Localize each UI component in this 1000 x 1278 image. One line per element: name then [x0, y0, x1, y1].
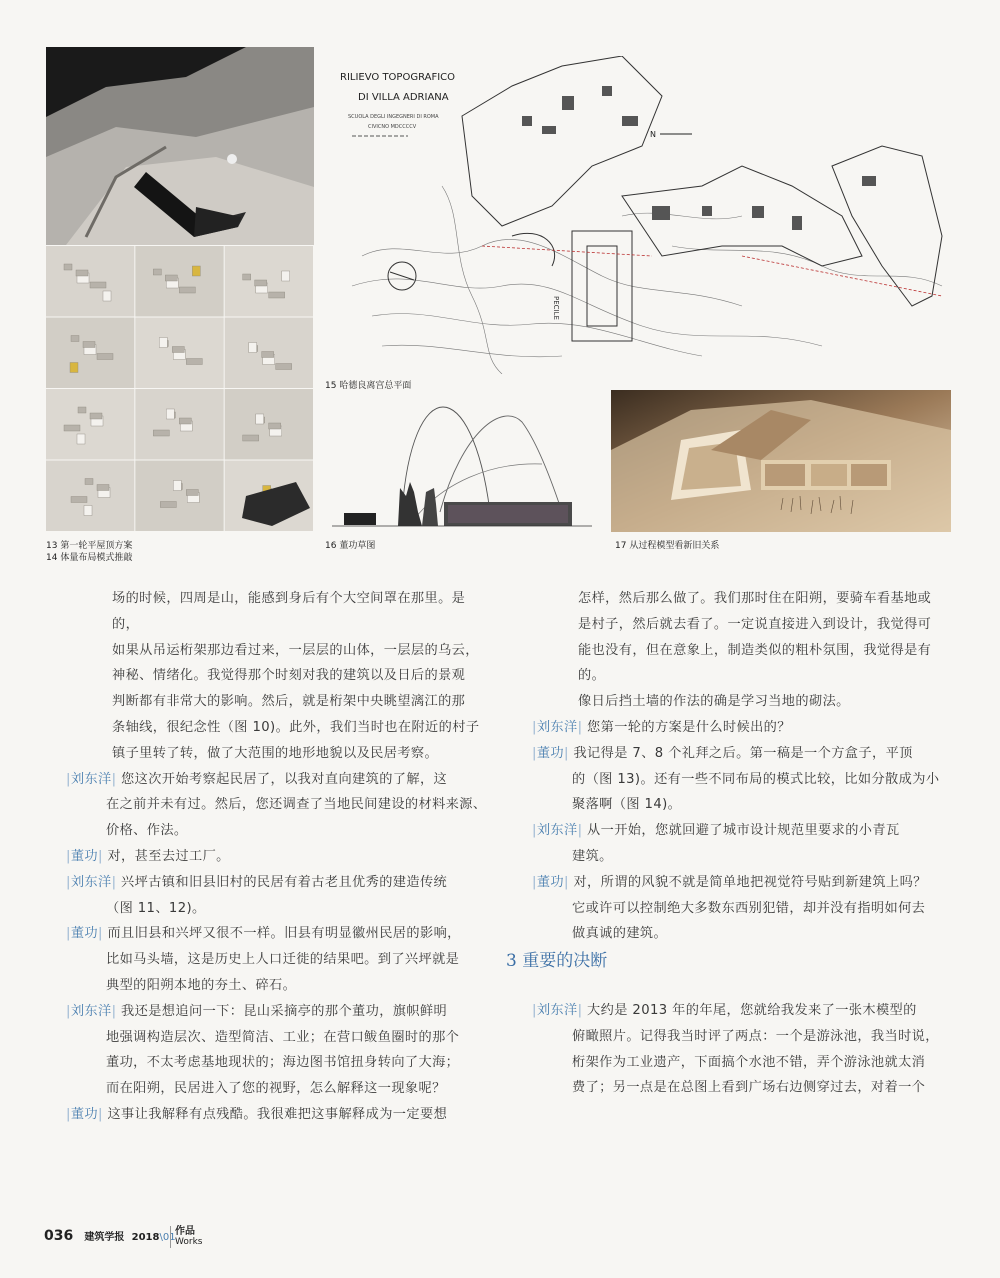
massing-block	[85, 479, 93, 485]
massing-block	[71, 497, 87, 503]
massing-block	[192, 266, 200, 276]
caption-13: 13 第一轮平屋顶方案	[46, 541, 133, 551]
speaker-label: 董功	[70, 848, 99, 864]
speaker-label: 刘东洋	[536, 1003, 578, 1018]
speaker-label: 董功	[536, 874, 565, 890]
massing-block	[243, 274, 251, 280]
left-question-1: |刘东洋| 您这次开始考察起民居了，以我对直向建筑的了解，这 在之前并未有过。然后，您还调查了当地民间建设的材料来源、 价格、作法。	[66, 771, 487, 839]
right-column	[532, 586, 952, 947]
section-heading: 3 重要的决断	[506, 951, 608, 971]
caption-15: 15 哈德良离宫总平面	[325, 381, 412, 391]
caption-16: 16 董功草图	[325, 541, 376, 551]
massing-block	[269, 423, 281, 429]
speaker-label: 刘东洋	[536, 719, 578, 735]
right-answer-2: |董功| 对，所谓的风貌不就是简单地把视觉符号贴到新建筑上吗？ 它或许可以控制绝大多数东西别犯错，却并没有指明如何去 做真诚的建筑。	[532, 874, 927, 942]
journal-issue: 01	[162, 1232, 176, 1243]
speaker-label: 刘东洋	[70, 874, 112, 890]
massing-block	[153, 430, 169, 436]
right-question-1: |刘东洋| 您第一轮的方案是什么时候出的？	[532, 719, 791, 735]
model-photo-cell	[46, 461, 134, 532]
speaker-label: 刘东洋	[70, 771, 112, 787]
massing-block	[64, 425, 80, 431]
massing-block	[276, 364, 292, 370]
massing-block	[64, 264, 72, 270]
massing-block	[78, 407, 86, 413]
massing-block	[76, 270, 88, 276]
map-north-label: N	[650, 130, 656, 139]
massing-block	[159, 338, 167, 348]
massing-block	[243, 435, 259, 441]
massing-block	[255, 280, 267, 286]
map-title-line1: RILIEVO TOPOGRAFICO	[340, 72, 456, 83]
massing-block	[256, 414, 264, 424]
massing-block	[71, 336, 79, 342]
figure-15-site-plan	[322, 56, 952, 374]
right-para-1: 怎样，然后那么做了。我们那时住在阳朔，要骑车看基地或 是村子，然后就去看了。一定说直接进入到设计，我觉得可 能也没有，但在意象上，制造类似的粗朴氛围，我觉得是有的。 像日后挡土墙的作法的确是学习当地的砌法。	[578, 591, 932, 710]
figure-14-photo-grid	[46, 246, 314, 532]
massing-block	[269, 292, 285, 298]
massing-block	[90, 282, 106, 288]
model-photo-cell	[46, 389, 134, 460]
model-photo-cell	[135, 461, 223, 532]
map-pecile-label: PECILE	[552, 296, 560, 320]
speaker-label: 刘东洋	[536, 823, 578, 839]
map-subtitle-line1: SCUOLA DEGLI INGEGNERI DI ROMA	[348, 114, 439, 120]
speaker-label: 董功	[536, 745, 565, 761]
massing-block	[173, 481, 181, 491]
model-photo-cell	[46, 246, 134, 317]
massing-block	[90, 413, 102, 419]
massing-block	[186, 490, 198, 496]
massing-block	[249, 343, 257, 353]
map-subtitle-line2: CIVICNO MDCCCCV	[368, 124, 417, 130]
right-answer-1: |董功| 我记得是 7、8 个礼拜之后。第一稿是一个方盒子，平顶 的（图 13)。还有一些不同布局的模式比较，比如分散成为小 聚落啊（图 14)。	[532, 745, 940, 813]
massing-block	[84, 506, 92, 516]
figure-13-photo	[46, 47, 314, 245]
massing-block	[165, 275, 177, 281]
right-column-section-3	[532, 998, 952, 1101]
journal-year: 2018	[131, 1232, 160, 1243]
model-photo-cell	[135, 246, 223, 317]
massing-block	[179, 418, 191, 424]
page-footer: 036 建筑学报 2018\01	[44, 1228, 176, 1244]
model-photo-cell	[225, 246, 313, 317]
journal-name: 建筑学报	[84, 1232, 125, 1243]
caption-13-14	[46, 540, 132, 564]
massing-block	[97, 485, 109, 491]
massing-block	[83, 342, 95, 348]
speaker-label: 董功	[70, 926, 99, 942]
massing-block	[97, 354, 113, 360]
figure-16-sketch	[322, 392, 602, 532]
left-question-2: |刘东洋| 兴坪古镇和旧县旧村的民居有着古老且优秀的建造传统 （图 11、12)。	[66, 874, 448, 916]
speaker-label: 董功	[70, 1106, 99, 1122]
massing-block	[166, 409, 174, 419]
left-column	[66, 586, 490, 1128]
massing-block	[153, 269, 161, 275]
massing-block	[262, 352, 274, 358]
left-answer-2: |董功| 而且旧县和兴坪又很不一样。旧县有明显徽州民居的影响， 比如马头墙，这是历史上人口迁徙的结果吧。到了兴坪就是 典型的阳朔本地的夯土、碎石。	[66, 926, 461, 993]
left-para-1: 场的时候，四周是山，能感到身后有个大空间罩在那里。是的， 如果从吊运桁架那边看过来，一层层的山体，一层层的乌云， 神秘、情绪化。我觉得那个时刻对我的建筑以及日后的景观 判断都有非常大的影响。然后，就是桁架中央眺望漓江的那 条轴线，很纪念性（图 10)。此外，我们当时也在附近的村子 镇子里转了转，做了大范围的地形地貌以及民居考察。	[112, 591, 480, 761]
section-label-cn: 作品	[175, 1226, 195, 1237]
page-number: 036	[44, 1228, 74, 1244]
massing-block	[282, 271, 290, 281]
section-label	[170, 1226, 202, 1248]
massing-block	[70, 363, 78, 373]
massing-block	[179, 287, 195, 293]
massing-block	[77, 434, 85, 444]
section-label-en: Works	[175, 1237, 203, 1247]
left-answer-3: |董功| 这事让我解释有点残酷。我很难把这事解释成为一定要想	[66, 1106, 448, 1122]
right-question-3: |刘东洋| 大约是 2013 年的年尾，您就给我发来了一张木模型的 俯瞰照片。记得我当时评了两点：一个是游泳池，我当时说， 桁架作为工业遗产，下面搞个水池不错，弄个游泳池就太消 费了；另一点是在总图上看到广场右边侧穿过去，对着一个	[532, 1003, 939, 1096]
left-question-3: |刘东洋| 我还是想追问一下：昆山采摘亭的那个董功，旗帜鲜明 地强调构造层次、造型简洁、工业；在营口鲅鱼圈时的那个 董功，不太考虑基地现状的；海边图书馆扭身转向了大海； 而在阳朔，民居进入了您的视野，怎么解释这一现象呢？	[66, 1003, 460, 1097]
massing-block	[160, 502, 176, 508]
massing-block	[186, 359, 202, 365]
massing-block	[103, 291, 111, 301]
map-title-line2: DI VILLA ADRIANA	[358, 92, 449, 103]
model-photo-cell	[135, 389, 223, 460]
right-question-2: |刘东洋| 从一开始，您就回避了城市设计规范里要求的小青瓦 建筑。	[532, 823, 900, 864]
left-answer-1: |董功| 对，甚至去过工厂。	[66, 848, 230, 864]
massing-block	[172, 347, 184, 353]
caption-14: 14 体量布局模式推敲	[46, 553, 133, 563]
caption-17: 17 从过程模型看新旧关系	[615, 541, 720, 551]
speaker-label: 刘东洋	[70, 1003, 112, 1019]
figure-17-photo	[611, 390, 951, 532]
